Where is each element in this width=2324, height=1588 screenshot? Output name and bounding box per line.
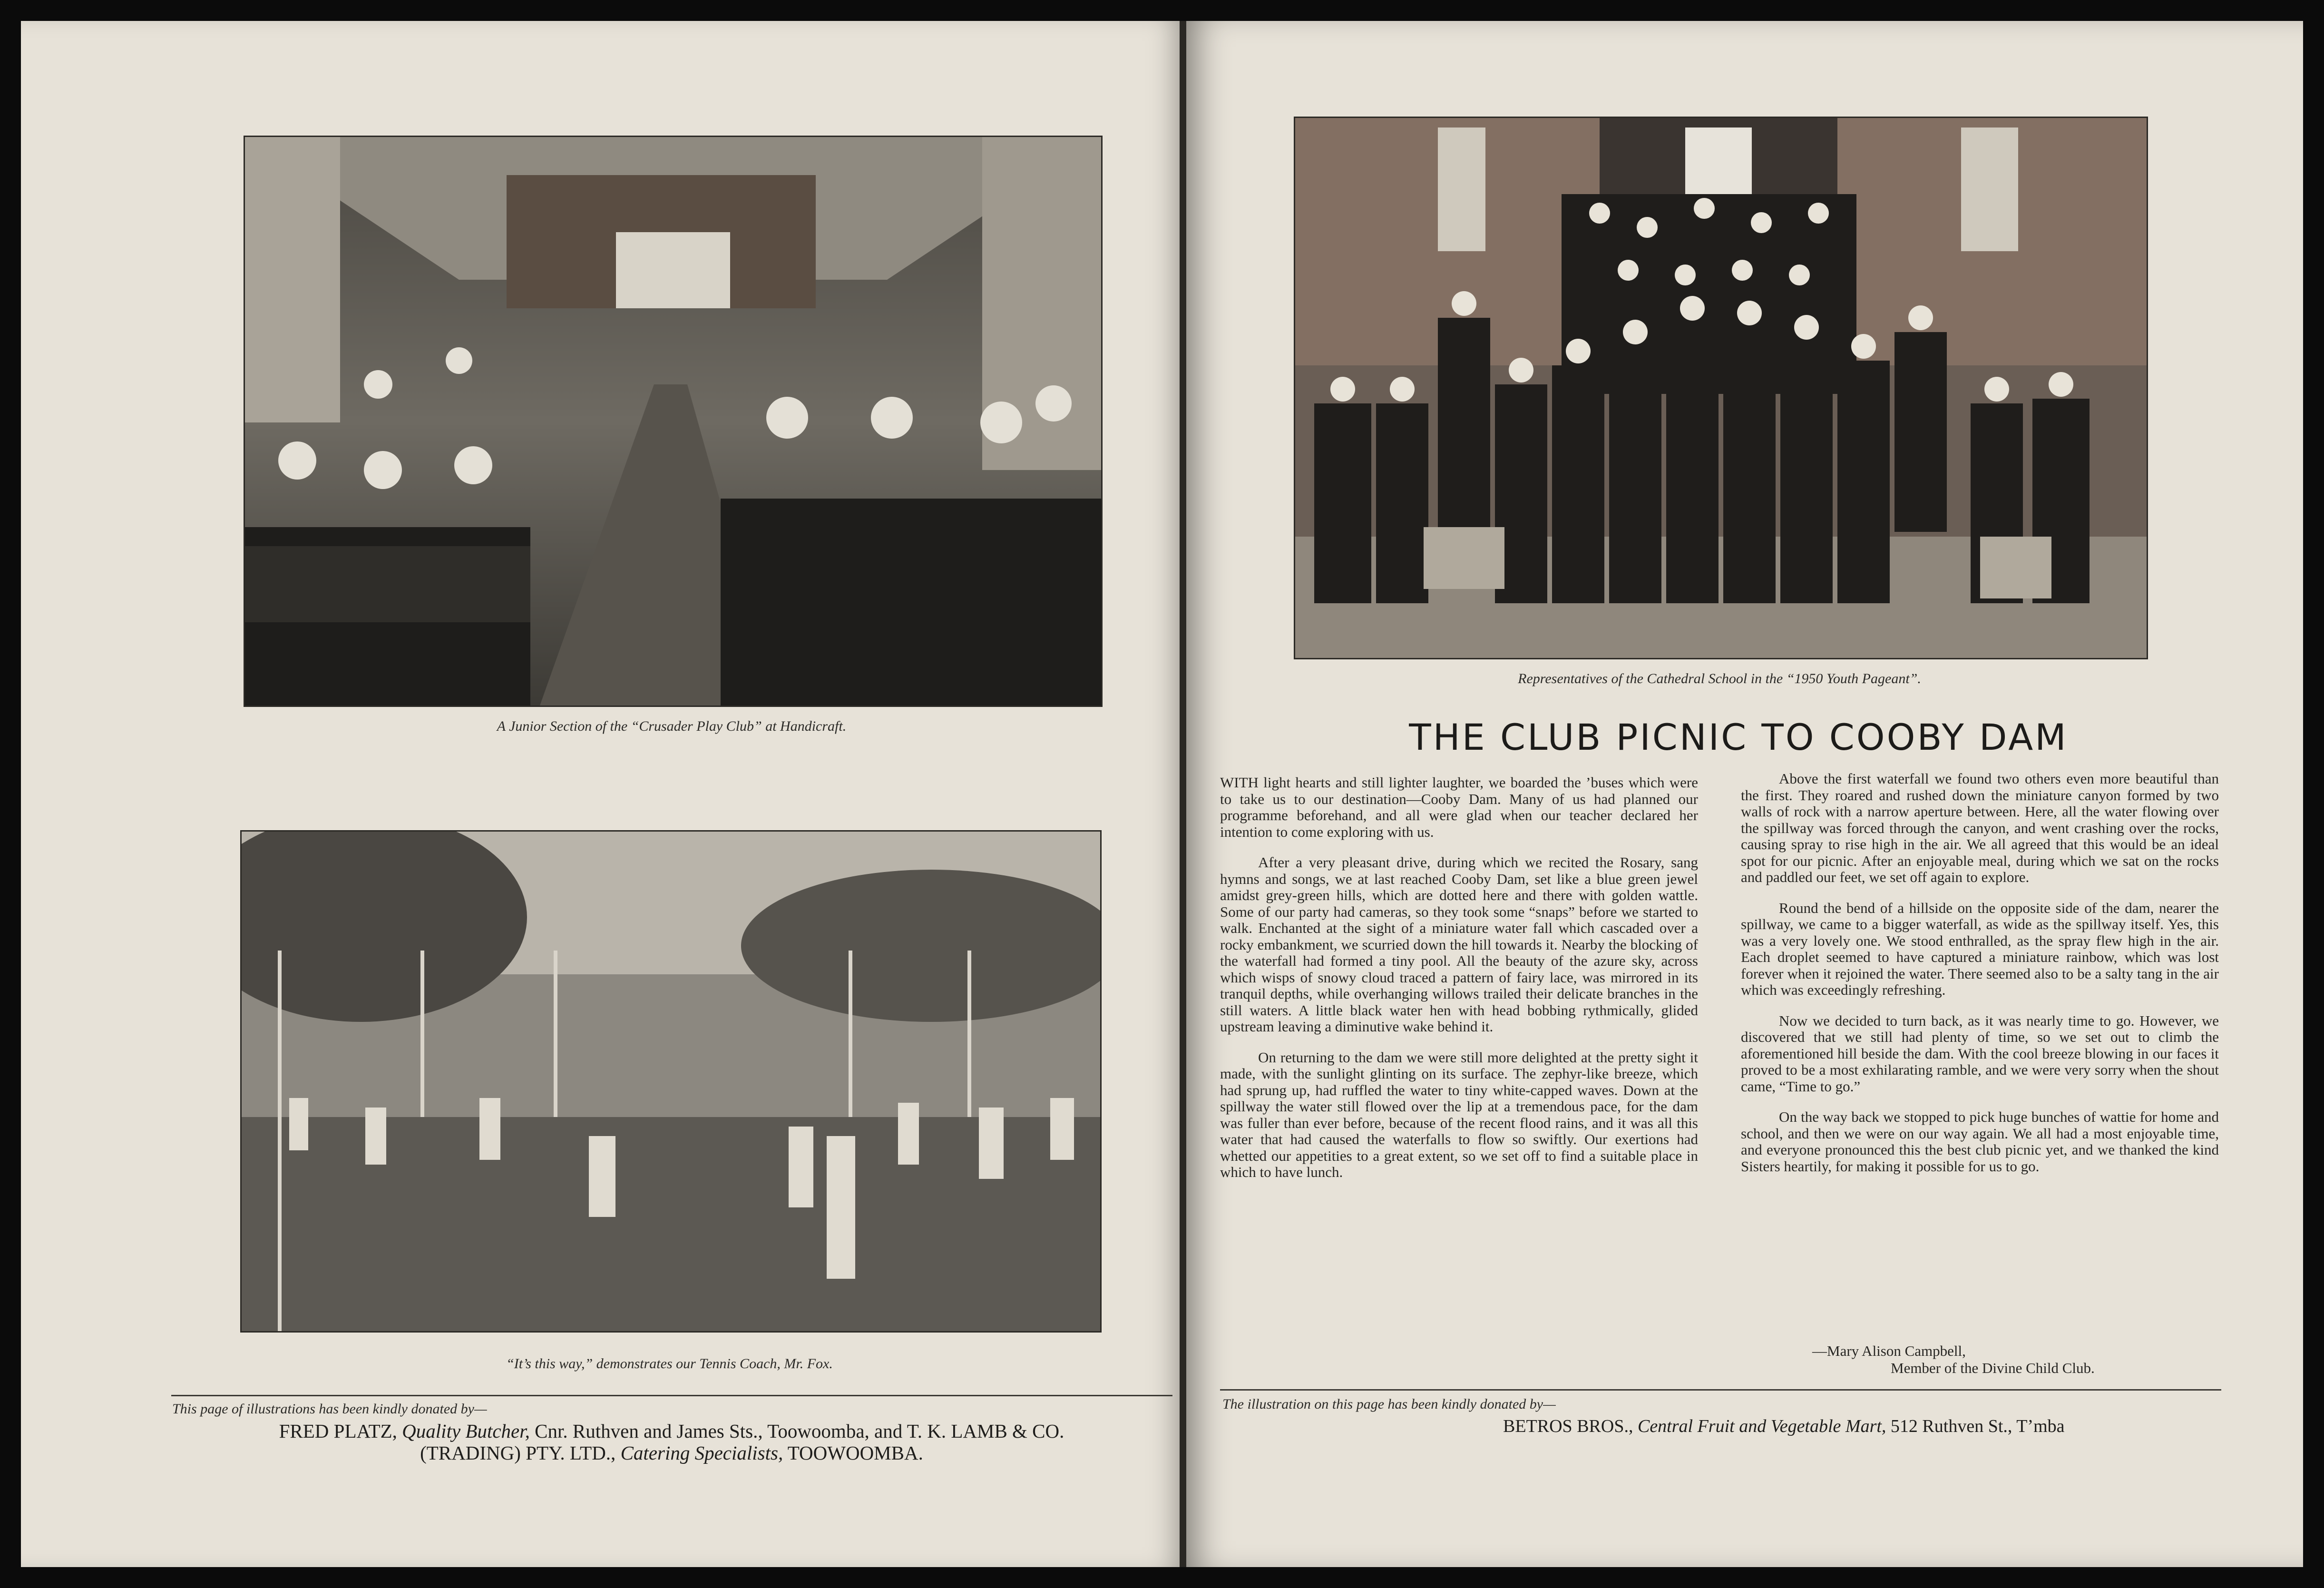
photo-caption-tennis: “It’s this way,” demonstrates our Tennis Coach, Mr. Fox. [506,1356,833,1372]
photo-tennis-lesson [240,830,1102,1333]
article-signature-role: Member of the Divine Child Club. [1891,1360,2095,1376]
article-paragraph: WITH light hearts and still lighter laughter, we boarded the ’buses which were to take us to our destination—Cooby Dam. Many of us had planned our programme beforehand, and all were glad when our teacher declared her intention to come exploring with us. [1220,774,1698,840]
footer-sponsor-left [172,1420,1171,1464]
sponsor-tk-lamb: (TRADING) PTY. LTD., [420,1442,616,1464]
photo-caption-youth-pageant: Representatives of the Cathedral School in the “1950 Youth Pageant”. [1518,671,1921,686]
article-paragraph: On the way back we stopped to pick huge bunches of wattie for home and school, and then we were on our way again. We all had a most enjoyable time, and everyone pronounced this the best club picnic yet, and we thanked the kind Sisters heartily, for making it possible for us to go. [1741,1108,2219,1175]
article-paragraph: Above the first waterfall we found two others even more beautiful than the first. They roared and rushed down the miniature canyon formed by two walls of rock with a narrow aperture between. Here, all the water flowing over the spillway was forced through the canyon, and went crashing over the rocks, causing spray to rise high in the air. We all agreed that this would be an ideal spot for our picnic. After an enjoyable meal, during which we sat on the rocks and paddled our feet, we set off again to explore. [1741,770,2219,885]
article-signature-name: —Mary Alison Campbell, [1812,1343,1966,1359]
sponsor-betros-trade: Central Fruit and Vegetable Mart, [1637,1416,1886,1436]
article-paragraph: On returning to the dam we were still more delighted at the pretty sight it made, with the sunlight glinting on its surface. The zephyr-like breeze, which had sprung up, had ruffled the water to tiny white-capped waves. Down at the spillway the water still flowed over the lip at a tremendous pace, for the dam was fuller than ever before, because of the recent flood rains, and it was all this water that had caused the waterfalls to flow so swiftly. Our exertions had whetted our appetities to a great extent, so we set off to find a suitable place in which to have lunch. [1220,1049,1698,1180]
photo-youth-pageant-group [1294,117,2148,659]
footer-rule-right [1220,1389,2221,1391]
footer-rule-left [171,1395,1172,1396]
article-paragraph: Round the bend of a hillside on the opposite side of the dam, nearer the spillway, we came to a bigger waterfall, as wide as the spillway itself. Yes, this was a very lovely one. We stood enthralled, as the spray flew high in the air. Each droplet seemed to have captured a miniature rainbow, which was lost forever when it rejoined the water. There seemed also to be a salty tang in the air which was exceedingly refreshing. [1741,899,2219,998]
article-paragraph: After a very pleasant drive, during which we recited the Rosary, sang hymns and songs, we at last reached Cooby Dam, set like a blue green jewel amidst grey-green hills, which are dotted here and there with golden wattle. Some of our party had cameras, so they took some “snaps” before we started to walk. Enchanted at the sight of a miniature water fall which cascaded over a rocky embankment, we scurried down the hill towards it. Nearby the blocking of the waterfall had formed a tiny pool. All the beauty of the azure sky, across which wisps of snowy cloud traced a pattern of fairy lace, was mirrored in its tranquil depths, while overhanging willows trailed their delicate branches in the still waters. A little black water hen with head bobbing rythmically, glided upstream leaving a diminutive wake behind it. [1220,854,1698,1035]
sponsor-betros-address: 512 Ruthven St., T’mba [1890,1416,2065,1436]
sponsor-fred-platz-trade: Quality Butcher, [402,1420,530,1442]
article-column-2 [1741,771,2219,1189]
article-column-1 [1220,774,1698,1195]
sponsor-address-line1: Cnr. Ruthven and James Sts., Toowoomba, and T. K. LAMB & CO. [535,1420,1064,1442]
sponsor-tk-lamb-trade: Catering Specialists, [620,1442,783,1464]
sponsor-betros-bros: BETROS BROS., [1503,1416,1633,1436]
sponsor-fred-platz: FRED PLATZ, [279,1420,397,1442]
photo-caption-handicraft: A Junior Section of the “Crusader Play Club” at Handicraft. [497,718,847,734]
footer-donated-label-right: The illustration on this page has been kindly donated by— [1222,1396,1556,1412]
footer-donated-label-left: This page of illustrations has been kindly donated by— [172,1401,487,1417]
sponsor-town: TOOWOOMBA. [787,1442,923,1464]
article-paragraph: Now we decided to turn back, as it was nearly time to go. However, we discovered that we still had plenty of time, so we set out to climb the aforementioned hill beside the dam. With the cool breeze blowing in our faces it proved to be a most exhilarating ramble, and we were very sorry when the shout came, “Time to go.” [1741,1012,2219,1095]
photo-handicraft-classroom [244,136,1103,707]
article-title: THE CLUB PICNIC TO COOBY DAM [1409,716,2068,758]
footer-sponsor-right [1503,1415,2065,1437]
